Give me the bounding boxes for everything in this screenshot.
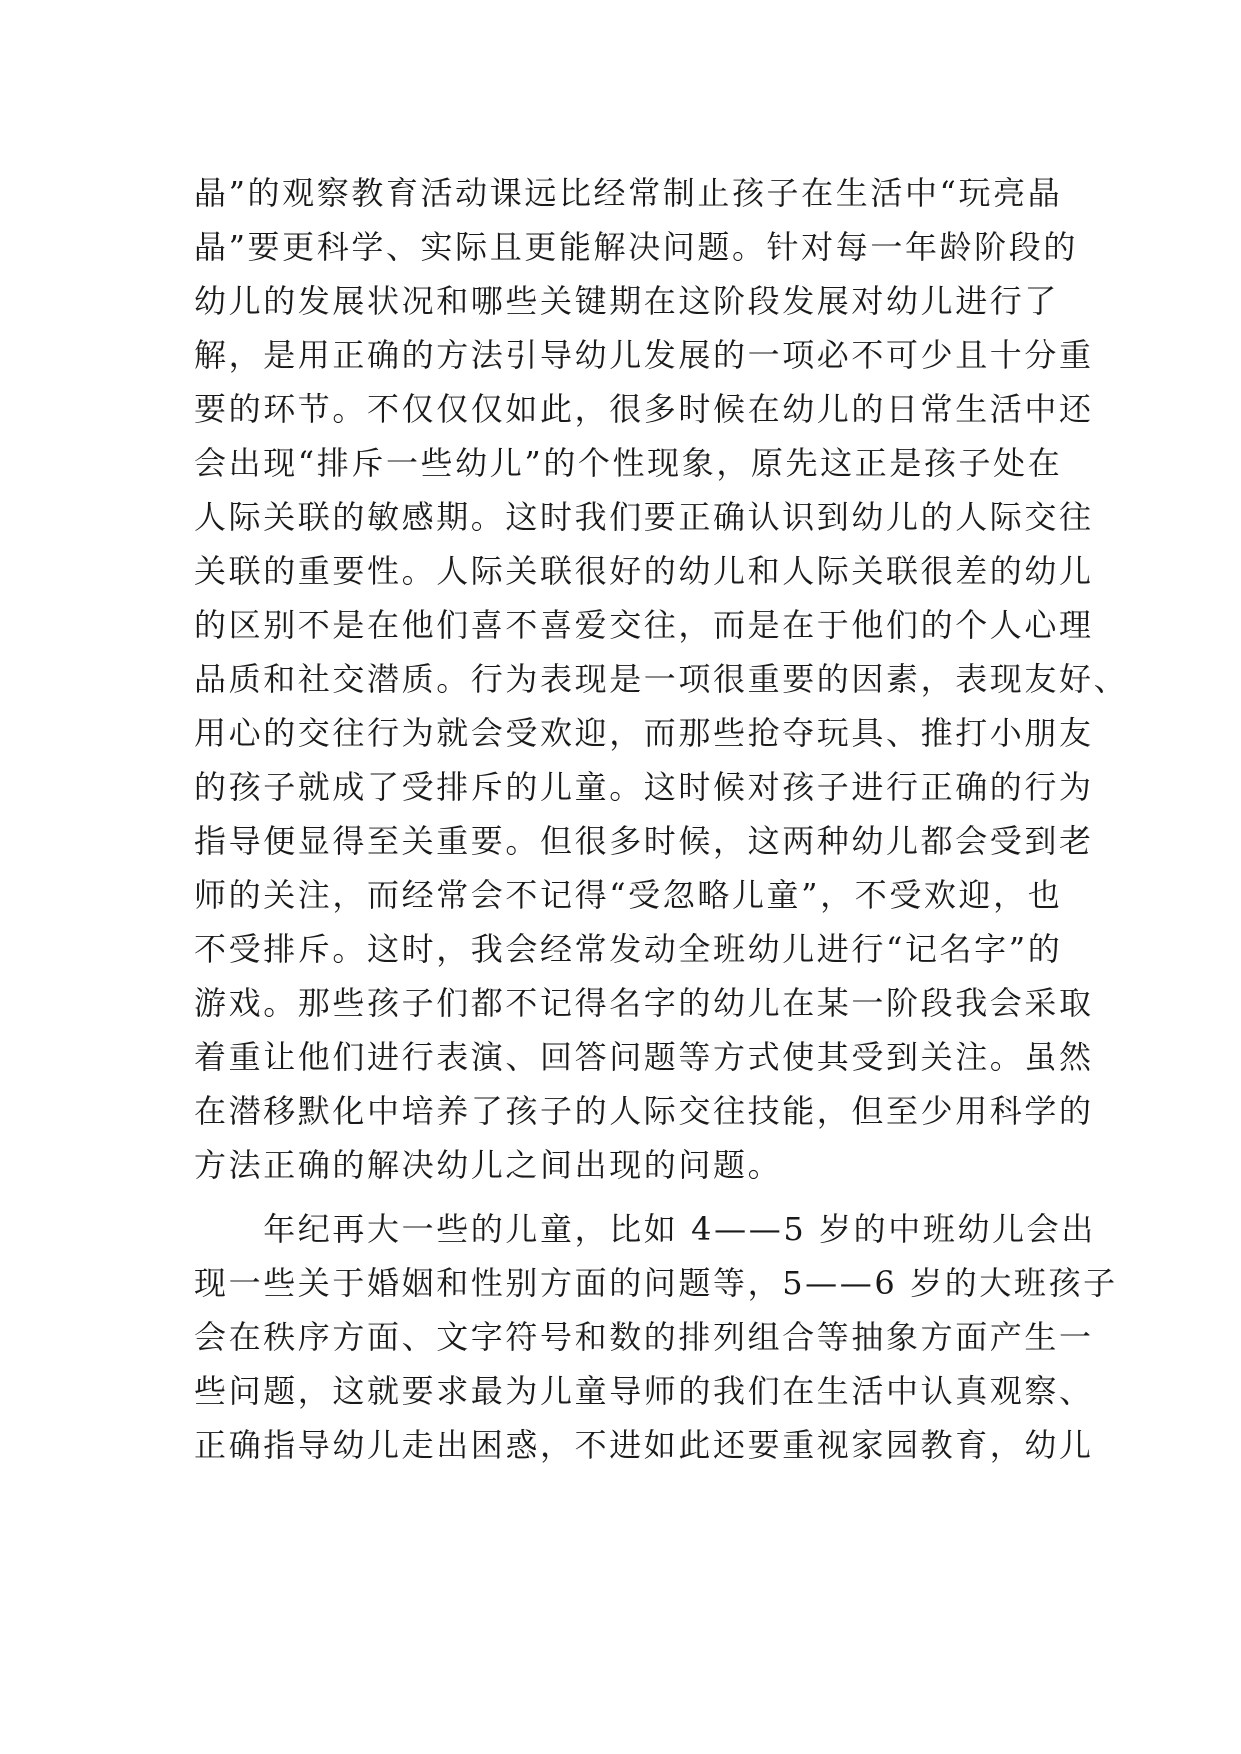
text-line: 正确指导幼儿走出困惑，不进如此还要重视家园教育，幼儿 bbox=[194, 1426, 1094, 1464]
text-line: 着重让他们进行表演、回答问题等方式使其受到关注。虽然 bbox=[194, 1038, 1094, 1076]
text-line: 方法正确的解决幼儿之间出现的问题。 bbox=[194, 1146, 783, 1184]
text-line: 晶”要更科学、实际且更能解决问题。针对每一年龄阶段的 bbox=[194, 228, 1078, 266]
text-line: 的区别不是在他们喜不喜爱交往，而是在于他们的个人心理 bbox=[194, 606, 1094, 644]
text-line: 在潜移默化中培养了孩子的人际交往技能，但至少用科学的 bbox=[194, 1092, 1094, 1130]
text-line: 的孩子就成了受排斥的儿童。这时候对孩子进行正确的行为 bbox=[194, 768, 1094, 806]
text-line: 会出现“排斥一些幼儿”的个性现象，原先这正是孩子处在 bbox=[194, 444, 1063, 482]
text-line: 年纪再大一些的儿童，比如 4——5 岁的中班幼儿会出 bbox=[194, 1210, 1096, 1248]
text-line: 些问题，这就要求最为儿童导师的我们在生活中认真观察、 bbox=[194, 1372, 1094, 1410]
paragraph-1 bbox=[194, 166, 1129, 1192]
text-line: 会在秩序方面、文字符号和数的排列组合等抽象方面产生一 bbox=[194, 1318, 1094, 1356]
text-line: 师的关注，而经常会不记得“受忽略儿童”，不受欢迎，也 bbox=[194, 876, 1063, 914]
text-line: 品质和社交潜质。行为表现是一项很重要的因素，表现友好、 bbox=[194, 660, 1129, 698]
text-line: 现一些关于婚姻和性别方面的问题等，5——6 岁的大班孩子 bbox=[194, 1264, 1118, 1302]
text-line: 不受排斥。这时，我会经常发动全班幼儿进行“记名字”的 bbox=[194, 930, 1063, 968]
text-line: 用心的交往行为就会受欢迎，而那些抢夺玩具、推打小朋友 bbox=[194, 714, 1094, 752]
paragraph-2 bbox=[194, 1202, 1118, 1472]
text-line: 关联的重要性。人际关联很好的幼儿和人际关联很差的幼儿 bbox=[194, 552, 1094, 590]
text-line: 游戏。那些孩子们都不记得名字的幼儿在某一阶段我会采取 bbox=[194, 984, 1094, 1022]
text-line: 解，是用正确的方法引导幼儿发展的一项必不可少且十分重 bbox=[194, 336, 1094, 374]
text-line: 幼儿的发展状况和哪些关键期在这阶段发展对幼儿进行了 bbox=[194, 282, 1060, 320]
text-line: 人际关联的敏感期。这时我们要正确认识到幼儿的人际交往 bbox=[194, 498, 1094, 536]
body-text bbox=[194, 166, 1129, 1472]
text-line: 要的环节。不仅仅仅如此，很多时候在幼儿的日常生活中还 bbox=[194, 390, 1094, 428]
paragraph-spacer bbox=[194, 1192, 1074, 1202]
text-line: 晶”的观察教育活动课远比经常制止孩子在生活中“玩亮晶 bbox=[194, 174, 1063, 212]
text-line: 指导便显得至关重要。但很多时候，这两种幼儿都会受到老 bbox=[194, 822, 1094, 860]
